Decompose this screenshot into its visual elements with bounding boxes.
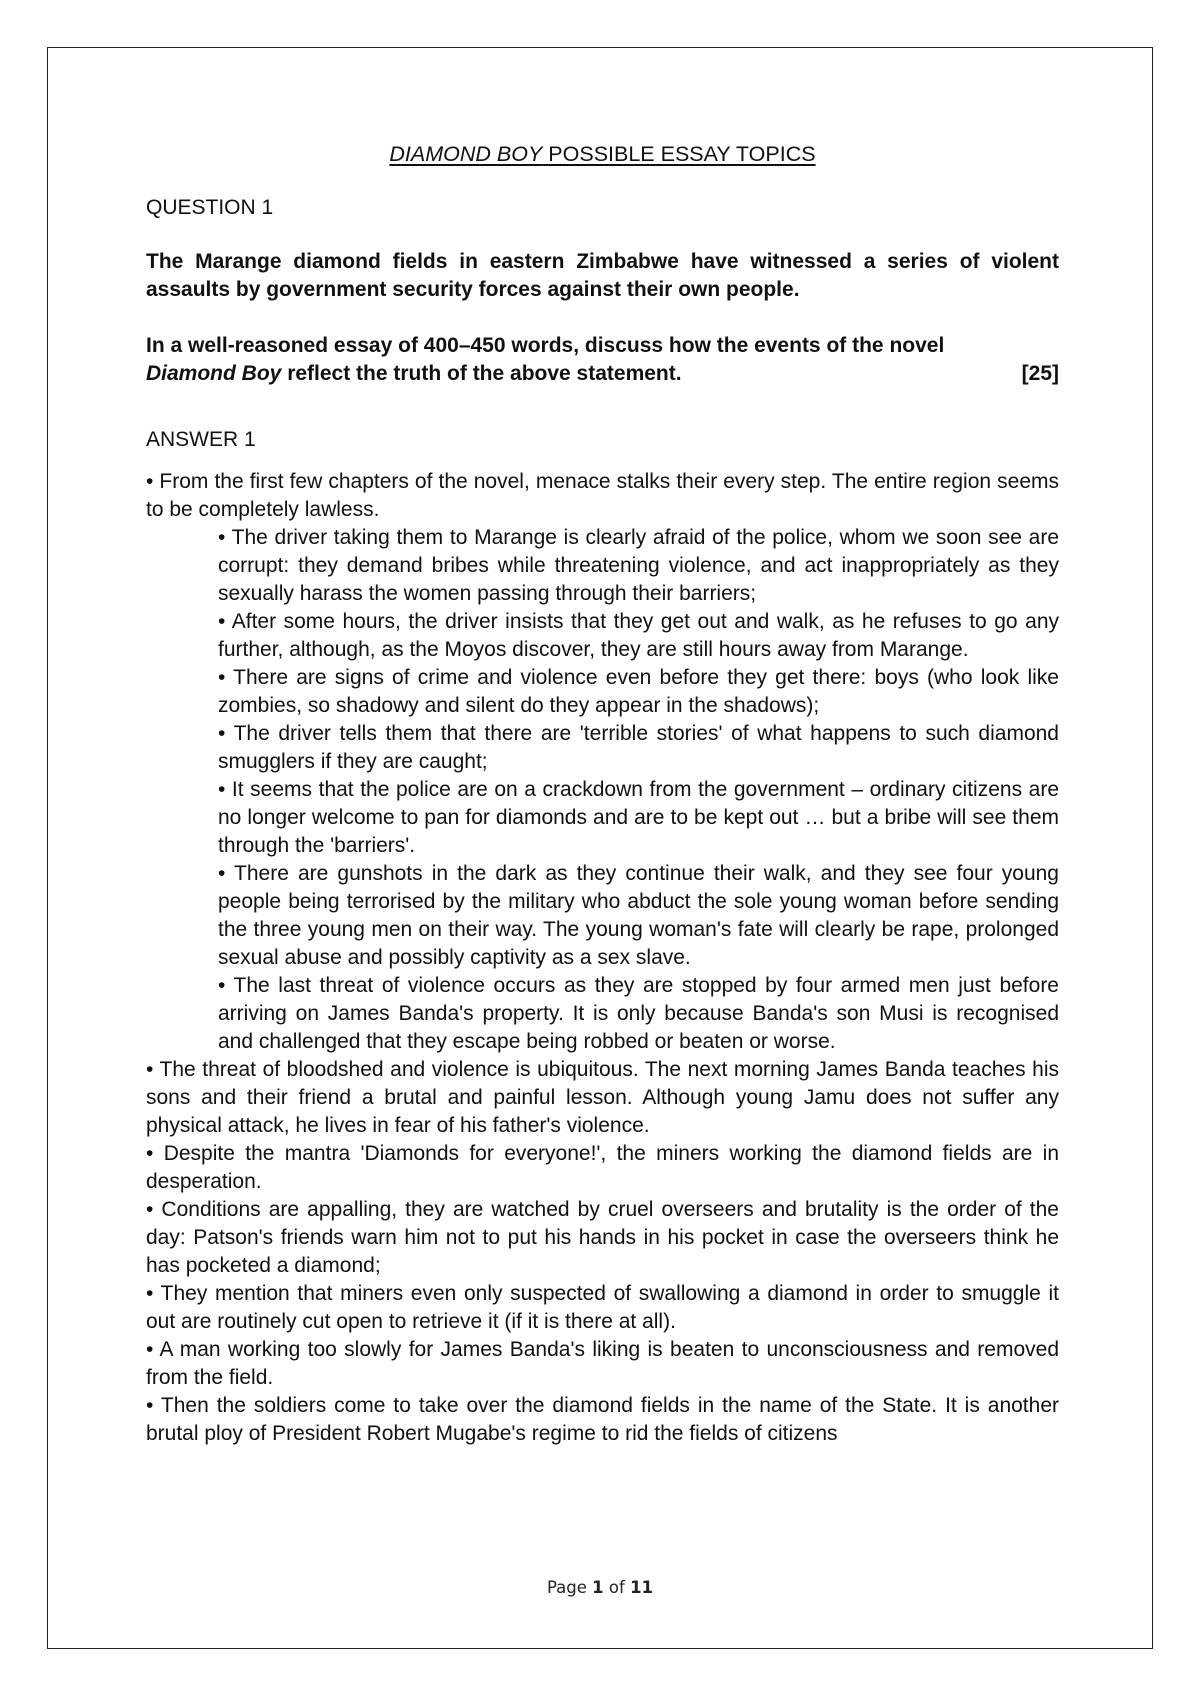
prompt-line-1: In a well-reasoned essay of 400–450 words, discuss how the events of the novel [146, 334, 945, 357]
question-heading: QUESTION 1 [146, 196, 274, 219]
footer-total-pages: 11 [630, 1578, 654, 1597]
title-rest: POSSIBLE ESSAY TOPICS [548, 142, 816, 166]
bullet-item: • Then the soldiers come to take over the diamond fields in the name of the State. It is another brutal ploy of President Robert Mugabe's regime to rid the fields of citizens [146, 1394, 1059, 1445]
question-statement: The Marange diamond fields in eastern Zimbabwe have witnessed a series of violent assaults by government security forces against their own people. [146, 250, 1059, 301]
answer-heading: ANSWER 1 [146, 428, 256, 451]
sub-bullet-item: • After some hours, the driver insists that they get out and walk, as he refuses to go any further, although, as the Moyos discover, they are still hours away from Marange. [218, 610, 1059, 661]
prompt-line-2-rest: reflect the truth of the above statement. [287, 362, 682, 385]
page-footer [0, 1578, 1200, 1597]
sub-bullet-item: • It seems that the police are on a crackdown from the government – ordinary citizens are no longer welcome to pan for diamonds and are to be kept out … but a bribe will see them through the 'barriers'. [218, 778, 1059, 857]
marks-label: [25] [1021, 362, 1059, 385]
bullet-item: • A man working too slowly for James Banda's liking is beaten to unconsciousness and removed from the field. [146, 1338, 1059, 1389]
novel-title: Diamond Boy [146, 362, 282, 385]
sub-bullet-item: • There are signs of crime and violence even before they get there: boys (who look like zombies, so shadowy and silent do they appear in the shadows); [218, 666, 1059, 717]
footer-of-word: of [608, 1578, 625, 1597]
title-italic-part: DIAMOND BOY [389, 142, 543, 166]
footer-page-word: Page [546, 1578, 587, 1597]
prompt-line-2-text [146, 360, 682, 388]
prompt-line-2 [146, 360, 1059, 388]
bullet-item: • Conditions are appalling, they are watched by cruel overseers and brutality is the order of the day: Patson's friends warn him not to put his hands in his pocket in case the overseers think he has pocketed a diamond; [146, 1198, 1059, 1277]
footer-current-page: 1 [592, 1578, 604, 1597]
document-body [146, 140, 1059, 1448]
bullet-item: • Despite the mantra 'Diamonds for everyone!', the miners working the diamond fields are in desperation. [146, 1142, 1059, 1193]
page-title [146, 140, 1059, 168]
essay-prompt [146, 332, 1059, 388]
bullet-item: • They mention that miners even only suspected of swallowing a diamond in order to smuggle it out are routinely cut open to retrieve it (if it is there at all). [146, 1282, 1059, 1333]
sub-bullet-item: • The driver taking them to Marange is clearly afraid of the police, whom we soon see are corrupt: they demand bribes while threatening violence, and act inappropriately as they sexually harass the women passing through their barriers; [218, 526, 1059, 605]
sub-bullet-item: • The driver tells them that there are 'terrible stories' of what happens to such diamond smugglers if they are caught; [218, 722, 1059, 773]
sub-bullet-item: • There are gunshots in the dark as they continue their walk, and they see four young people being terrorised by the military who abduct the sole young woman before sending the three young men on their way. The young woman's fate will clearly be rape, prolonged sexual abuse and possibly captivity as a sex slave. [218, 862, 1059, 969]
sub-bullet-item: • The last threat of violence occurs as they are stopped by four armed men just before arriving on James Banda's property. It is only because Banda's son Musi is recognised and challenged that they escape being robbed or beaten or worse. [218, 974, 1059, 1053]
bullet-item: • The threat of bloodshed and violence is ubiquitous. The next morning James Banda teaches his sons and their friend a brutal and painful lesson. Although young Jamu does not suffer any physical attack, he lives in fear of his father's violence. [146, 1058, 1059, 1137]
bullet-item: • From the first few chapters of the novel, menace stalks their every step. The entire region seems to be completely lawless. [146, 470, 1059, 521]
answer-bullet-list [146, 468, 1059, 1448]
